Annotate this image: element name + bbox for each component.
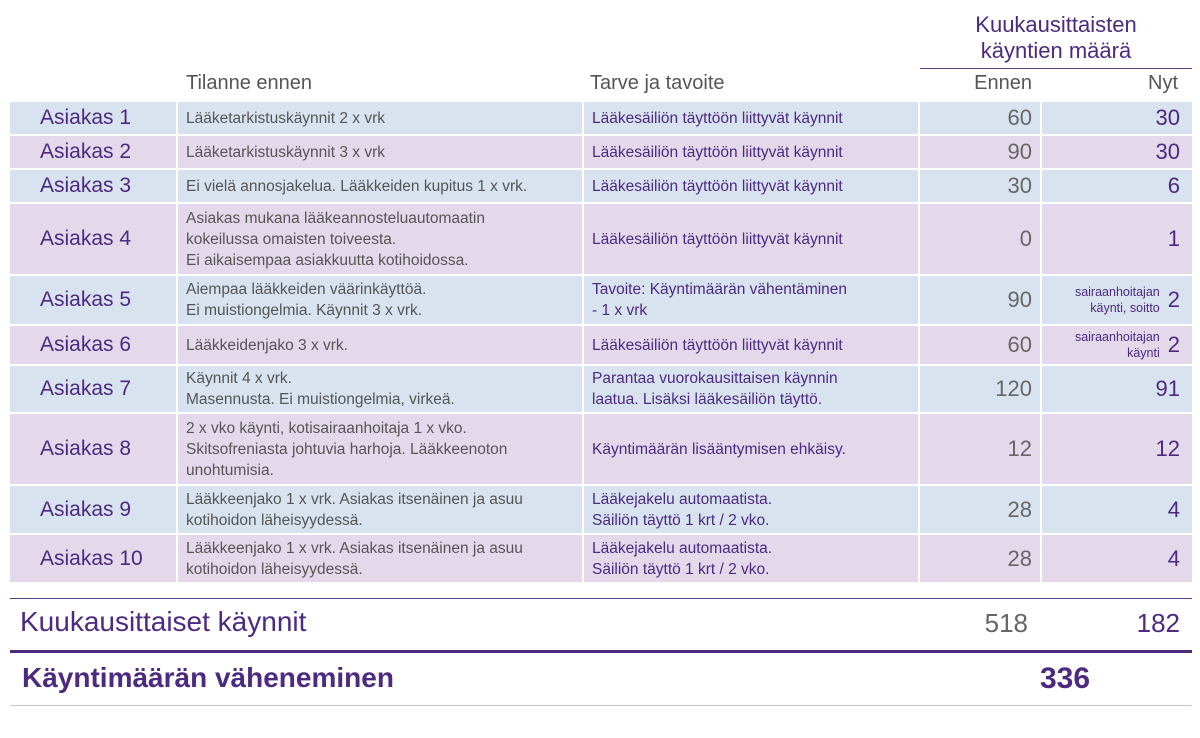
client-table [10, 102, 1192, 584]
need-and-goal: Lääkesäiliön täyttöön liittyvät käynnit [584, 170, 918, 202]
situation-before: 2 x vko käynti, kotisairaanhoitaja 1 x vko. Skitsofreniasta johtuvia harhoja. Lääkkeenoton unohtumisia. [178, 414, 582, 484]
situation-before: Käynnit 4 x vrk. Masennusta. Ei muistiongelmia, virkeä. [178, 366, 582, 412]
client-name: Asiakas 5 [10, 276, 176, 324]
reduction-divider [10, 650, 1192, 653]
client-name: Asiakas 10 [10, 535, 176, 582]
table-row [10, 535, 1192, 582]
situation-before: Lääkkeenjako 1 x vrk. Asiakas itsenäinen ja asuu kotihoidon läheisyydessä. [178, 535, 582, 582]
visits-now-value: 6 [1167, 173, 1180, 198]
column-header-ennen: Ennen [974, 72, 1032, 94]
table-row [10, 486, 1192, 533]
visits-now-value: 4 [1167, 496, 1180, 522]
visits-now-value: 91 [1155, 376, 1180, 401]
situation-before: Lääketarkistuskäynnit 3 x vrk [178, 136, 582, 168]
visits-now-note: sairaanhoitajan käynti, soitto [1074, 285, 1160, 315]
visits-now [1042, 366, 1192, 412]
situation-before: Aiempaa lääkkeiden väärinkäyttöä. Ei muistiongelmia. Käynnit 3 x vrk. [178, 276, 582, 324]
visits-now-value: 30 [1155, 139, 1180, 164]
visits-before: 30 [920, 170, 1040, 202]
visits-now [1042, 136, 1192, 168]
visits-now [1042, 414, 1192, 484]
need-and-goal: Parantaa vuorokausittaisen käynnin laatua. Lisäksi lääkesäiliön täyttö. [584, 366, 918, 412]
table-row [10, 136, 1192, 168]
need-and-goal: Lääkejakelu automaatista. Säiliön täyttö 1 krt / 2 vko. [584, 535, 918, 582]
need-and-goal: Tavoite: Käyntimäärän vähentäminen - 1 x vrk [584, 276, 918, 324]
table-row [10, 414, 1192, 484]
client-name: Asiakas 2 [10, 136, 176, 168]
table-row [10, 276, 1192, 324]
monthly-visits-before: 518 [984, 608, 1028, 638]
visits-now-value: 2 [1167, 332, 1180, 357]
summary-divider [10, 598, 1192, 599]
visits-before: 90 [920, 276, 1040, 324]
visits-before: 28 [920, 486, 1040, 533]
reduction-label: Käyntimäärän väheneminen [22, 662, 394, 693]
situation-before: Ei vielä annosjakelua. Lääkkeiden kupitus 1 x vrk. [178, 170, 582, 202]
visits-before: 28 [920, 535, 1040, 582]
column-header-nyt: Nyt [1148, 72, 1178, 94]
visits-now [1042, 486, 1192, 533]
visits-now-value: 12 [1155, 436, 1180, 461]
visits-now [1042, 276, 1192, 324]
visits-before: 60 [920, 102, 1040, 134]
visits-now [1042, 326, 1192, 364]
table-row [10, 102, 1192, 134]
client-name: Asiakas 7 [10, 366, 176, 412]
group-header [920, 12, 1192, 64]
situation-before: Lääkkeidenjako 3 x vrk. [178, 326, 582, 364]
visits-now-value: 1 [1167, 226, 1180, 251]
visits-before: 90 [920, 136, 1040, 168]
visits-now-value: 2 [1167, 287, 1180, 312]
bottom-divider [10, 705, 1192, 706]
monthly-visits-label: Kuukausittaiset käynnit [20, 606, 307, 637]
visits-now-note: sairaanhoitajan käynti [1074, 330, 1160, 360]
table-row [10, 326, 1192, 364]
visits-before: 120 [920, 366, 1040, 412]
visits-now [1042, 204, 1192, 274]
column-header-tarve: Tarve ja tavoite [590, 72, 725, 94]
table-row [10, 170, 1192, 202]
need-and-goal: Lääkesäiliön täyttöön liittyvät käynnit [584, 326, 918, 364]
visits-now [1042, 102, 1192, 134]
table-row [10, 204, 1192, 274]
need-and-goal: Lääkesäiliön täyttöön liittyvät käynnit [584, 136, 918, 168]
visits-before: 0 [920, 204, 1040, 274]
situation-before: Lääkkeenjako 1 x vrk. Asiakas itsenäinen ja asuu kotihoidon läheisyydessä. [178, 486, 582, 533]
table-row [10, 366, 1192, 412]
client-name: Asiakas 9 [10, 486, 176, 533]
group-header-divider [920, 68, 1192, 69]
need-and-goal: Lääkesäiliön täyttöön liittyvät käynnit [584, 102, 918, 134]
client-name: Asiakas 8 [10, 414, 176, 484]
client-name: Asiakas 4 [10, 204, 176, 274]
visits-before: 12 [920, 414, 1040, 484]
client-name: Asiakas 1 [10, 102, 176, 134]
group-header-line1: Kuukausittaisten [975, 12, 1137, 37]
situation-before: Asiakas mukana lääkeannosteluautomaatin kokeilussa omaisten toiveesta. Ei aikaisempaa asiakkuutta kotihoidossa. [178, 204, 582, 274]
visits-now-value: 30 [1155, 105, 1180, 130]
visits-now-value: 4 [1167, 545, 1180, 571]
need-and-goal: Lääkesäiliön täyttöön liittyvät käynnit [584, 204, 918, 274]
visits-now [1042, 170, 1192, 202]
need-and-goal: Käyntimäärän lisääntymisen ehkäisy. [584, 414, 918, 484]
situation-before: Lääketarkistuskäynnit 2 x vrk [178, 102, 582, 134]
group-header-line2: käyntien määrä [980, 38, 1132, 63]
visits-before: 60 [920, 326, 1040, 364]
monthly-visits-now: 182 [1136, 608, 1180, 638]
reduction-value: 336 [1039, 662, 1091, 695]
client-name: Asiakas 3 [10, 170, 176, 202]
visits-now [1042, 535, 1192, 582]
client-name: Asiakas 6 [10, 326, 176, 364]
need-and-goal: Lääkejakelu automaatista. Säiliön täyttö 1 krt / 2 vko. [584, 486, 918, 533]
column-header-tilanne: Tilanne ennen [186, 72, 313, 94]
